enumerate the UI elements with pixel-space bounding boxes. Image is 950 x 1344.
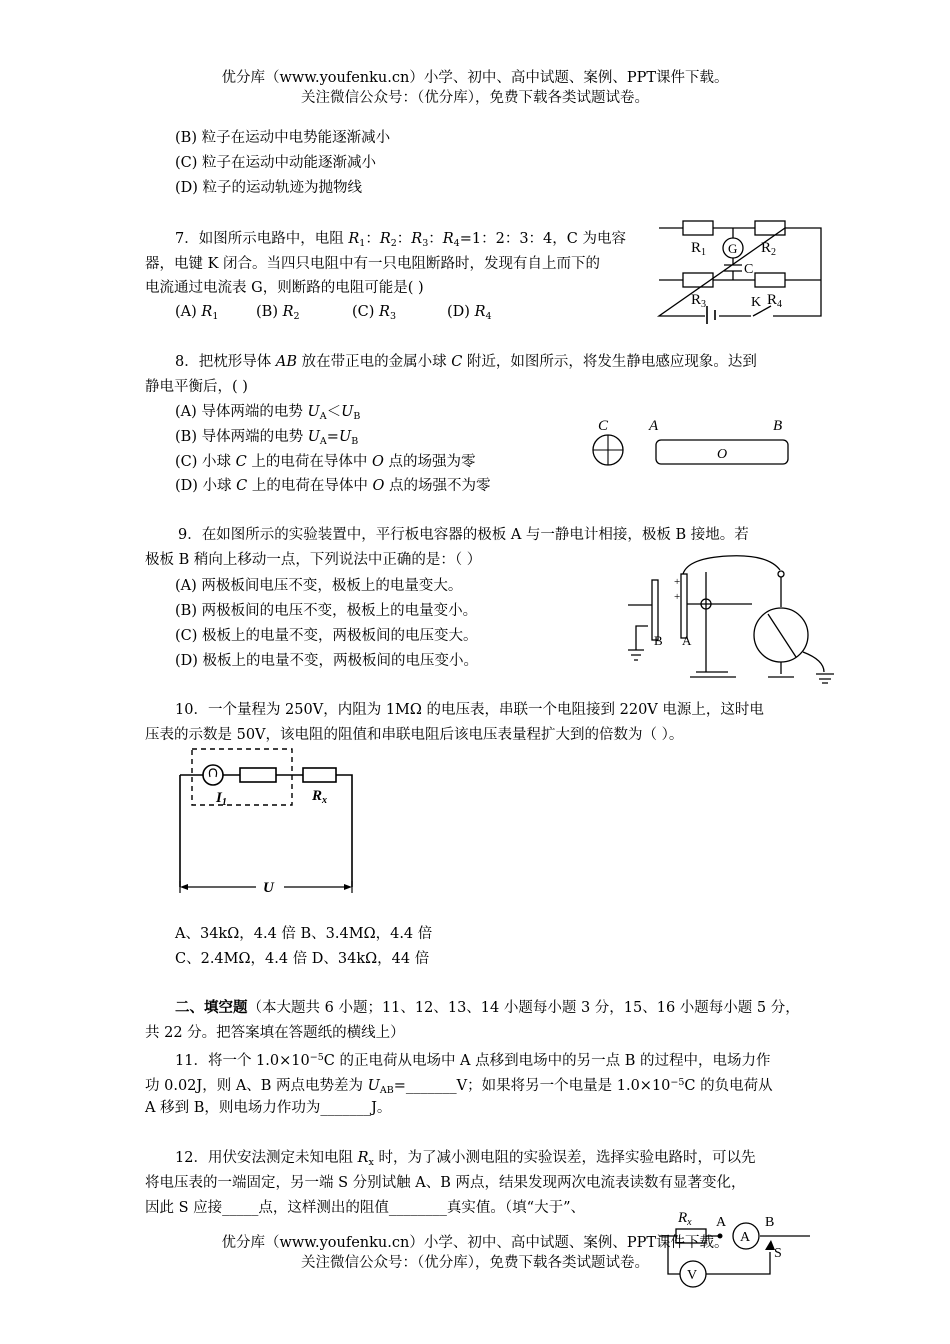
q12-line-1: 12．用伏安法测定未知电阻 $R_x$ 时，为了减小测电阻的实验误差，选择实验电路时，可以先 xyxy=(175,1150,756,1168)
q12-label-rx: $R_x$ xyxy=(678,1210,692,1228)
q7-resistor-r4 xyxy=(755,273,785,287)
q9-label-b: B xyxy=(654,633,663,648)
q6-option-c: (C) 粒子在运动中动能逐渐减小 xyxy=(175,155,377,171)
q6-option-d: (D) 粒子的运动轨迹为抛物线 xyxy=(175,180,363,196)
q7-option-a: (A) $R_1$ xyxy=(175,304,219,322)
section-2-heading: 二、填空题（本大题共 6 小题；11、12、13、14 小题每小题 3 分，15、16 小题每小题 5 分， xyxy=(175,999,800,1016)
q9-line-2: 极板 B 稍向上移动一点，下列说法中正确的是：（ ） xyxy=(145,552,482,568)
q10-internal-resistor xyxy=(240,768,276,782)
q8-label-b: B xyxy=(773,418,783,434)
q7-label-g: G xyxy=(728,241,738,256)
q12-label-b: B xyxy=(765,1215,775,1230)
q7-option-b: (B) $R_2$ xyxy=(256,304,300,322)
q9-option-d: (D) 极板上的电量不变，两极板间的电压变小。 xyxy=(175,653,479,669)
q10-galvanometer-mark xyxy=(209,769,216,777)
q10-line-2: 压表的示数是 50V，该电阻的阻值和串联电阻后该电压表量程扩大到的倍数为（ ）。 xyxy=(145,727,684,743)
q7-label-r3: $R_3$ xyxy=(691,292,707,310)
q10-circuit-diagram xyxy=(170,745,360,895)
q7-option-c: (C) $R_3$ xyxy=(352,304,396,322)
q7-label-r4: $R_4$ xyxy=(767,292,783,310)
q7-resistor-r1 xyxy=(683,221,713,235)
q12-line-3: 因此 S 应接_____点，这样测出的阻值________真实值。（填“大于”、 xyxy=(145,1200,585,1216)
q7-option-d: (D) $R_4$ xyxy=(447,304,492,322)
q7-line-3: 电流通过电流表 G，则断路的电阻可能是( ) xyxy=(145,280,424,296)
q9-electrometer-needle xyxy=(768,614,796,657)
q9-ground-electrometer xyxy=(803,652,834,683)
q11-line-3: A 移到 B，则电场力作功为_______J。 xyxy=(145,1100,392,1116)
q9-electrometer-knob xyxy=(778,571,784,577)
q9-label-a: A xyxy=(682,633,692,648)
q12-label-a: A xyxy=(716,1215,727,1230)
q9-plus-1: + xyxy=(674,576,681,588)
q9-plate-a xyxy=(681,574,687,638)
q10-voltmeter-box xyxy=(192,749,292,805)
q8-label-a: A xyxy=(649,418,659,434)
q8-label-c: C xyxy=(598,418,609,434)
q8-option-b: (B) 导体两端的电势 $U_A=U_B$ xyxy=(175,429,359,447)
q7-label-c: C xyxy=(744,262,754,277)
q9-connecting-wire xyxy=(683,556,780,574)
q9-stand xyxy=(687,572,752,677)
q8-line-2: 静电平衡后，( ) xyxy=(145,379,248,395)
q8-option-d: (D) 小球 C 上的电荷在导体中 O 点的场强不为零 xyxy=(175,478,491,494)
q12-label-s: S xyxy=(774,1246,782,1261)
q12-voltmeter-label: V xyxy=(687,1268,698,1283)
q12-line-2: 将电压表的一端固定，另一端 S 分别试触 A、B 两点，结果发现两次电流表读数有显著变化， xyxy=(145,1175,746,1191)
q8-line-1: 8．把枕形导体 AB 放在带正电的金属小球 C 附近，如图所示，将发生静电感应现象。达到 xyxy=(175,354,757,370)
q8-conductor-diagram xyxy=(585,410,800,472)
q7-label-k: K xyxy=(751,295,762,310)
section-2-desc-2: 共 22 分。把答案填在答题纸的横线上） xyxy=(145,1025,405,1041)
q11-line-2: 功 0.02J，则 A、B 两点电势差为 $U_{AB}=\_\_\_\_\_\_\_V$；如果将另一个电量是 $1.0\times 10^{-5}C$ 的负电荷从 xyxy=(145,1077,773,1096)
header-line-2: 关注微信公众号：（优分库），免费下载各类试题试卷。 xyxy=(301,90,649,106)
q12-ammeter-label: A xyxy=(740,1230,751,1245)
q10-line-1: 10．一个量程为 250V，内阻为 1MΩ 的电压表，串联一个电阻接到 220V 电源上，这时电 xyxy=(175,702,764,718)
q7-line-2: 器，电键 K 闭合。当四只电阻中有一只电阻断路时，发现有自上而下的 xyxy=(145,256,601,272)
footer-line-1: 优分库（www.youfenku.cn）小学、初中、高中试题、案例、PPT课件下载。 xyxy=(221,1235,729,1251)
q8-option-a: (A) 导体两端的电势 $U_A<U_B$ xyxy=(175,404,361,422)
q10-options-1: A、34kΩ，4.4 倍 B、3.4MΩ，4.4 倍 xyxy=(175,926,433,942)
q10-label-i1: $I_1$ xyxy=(216,790,227,808)
q9-option-a: (A) 两极板间电压不变，极板上的电量变大。 xyxy=(175,578,463,594)
q8-label-o: O xyxy=(717,447,728,462)
q9-ground-b xyxy=(628,626,648,660)
q9-plus-2: + xyxy=(674,591,681,603)
q10-wires xyxy=(180,775,352,887)
q7-line-1: 7．如图所示电路中，电阻 $R_1$：$R_2$：$R_3$：$R_4=1$：2：3：4，C 为电容 xyxy=(175,231,626,249)
q10-label-u: U xyxy=(263,880,274,895)
q7-label-r1: $R_1$ xyxy=(691,240,707,258)
q10-options-2: C、2.4MΩ，4.4 倍 D、34kΩ，44 倍 xyxy=(175,951,430,967)
q7-resistor-r2 xyxy=(755,221,785,235)
q11-line-1: 11．将一个 $1.0\times 10^{-5}C$ 的正电荷从电场中 A 点移到电场中的另一点 B 的过程中，电场力作 xyxy=(175,1052,771,1069)
header-line-1: 优分库（www.youfenku.cn）小学、初中、高中试题、案例、PPT课件下载。 xyxy=(221,70,729,86)
q9-line-1: 9．在如图所示的实验装置中，平行板电容器的极板 A 与一静电计相接，极板 B 接地。若 xyxy=(178,527,749,543)
q7-label-r2: $R_2$ xyxy=(761,240,777,258)
footer-line-2: 关注微信公众号：（优分库），免费下载各类试题试卷。 xyxy=(301,1255,649,1271)
q9-electrometer-base xyxy=(768,662,794,677)
q10-label-rx: $R_x$ xyxy=(312,788,328,806)
q6-option-b: (B) 粒子在运动中电势能逐渐减小 xyxy=(175,130,391,146)
q7-circuit-diagram xyxy=(655,218,825,324)
q9-option-b: (B) 两极板间的电压不变，极板上的电量变小。 xyxy=(175,603,478,619)
q7-resistor-r3 xyxy=(683,273,713,287)
q9-option-c: (C) 极板上的电量不变，两极板间的电压变大。 xyxy=(175,628,478,644)
q8-option-c: (C) 小球 C 上的电荷在导体中 O 点的场强为零 xyxy=(175,454,476,470)
q10-resistor-rx xyxy=(303,768,336,782)
q9-electrometer-apparatus xyxy=(628,552,853,687)
q9-plate-b xyxy=(652,580,658,640)
q10-galvanometer xyxy=(203,765,223,785)
